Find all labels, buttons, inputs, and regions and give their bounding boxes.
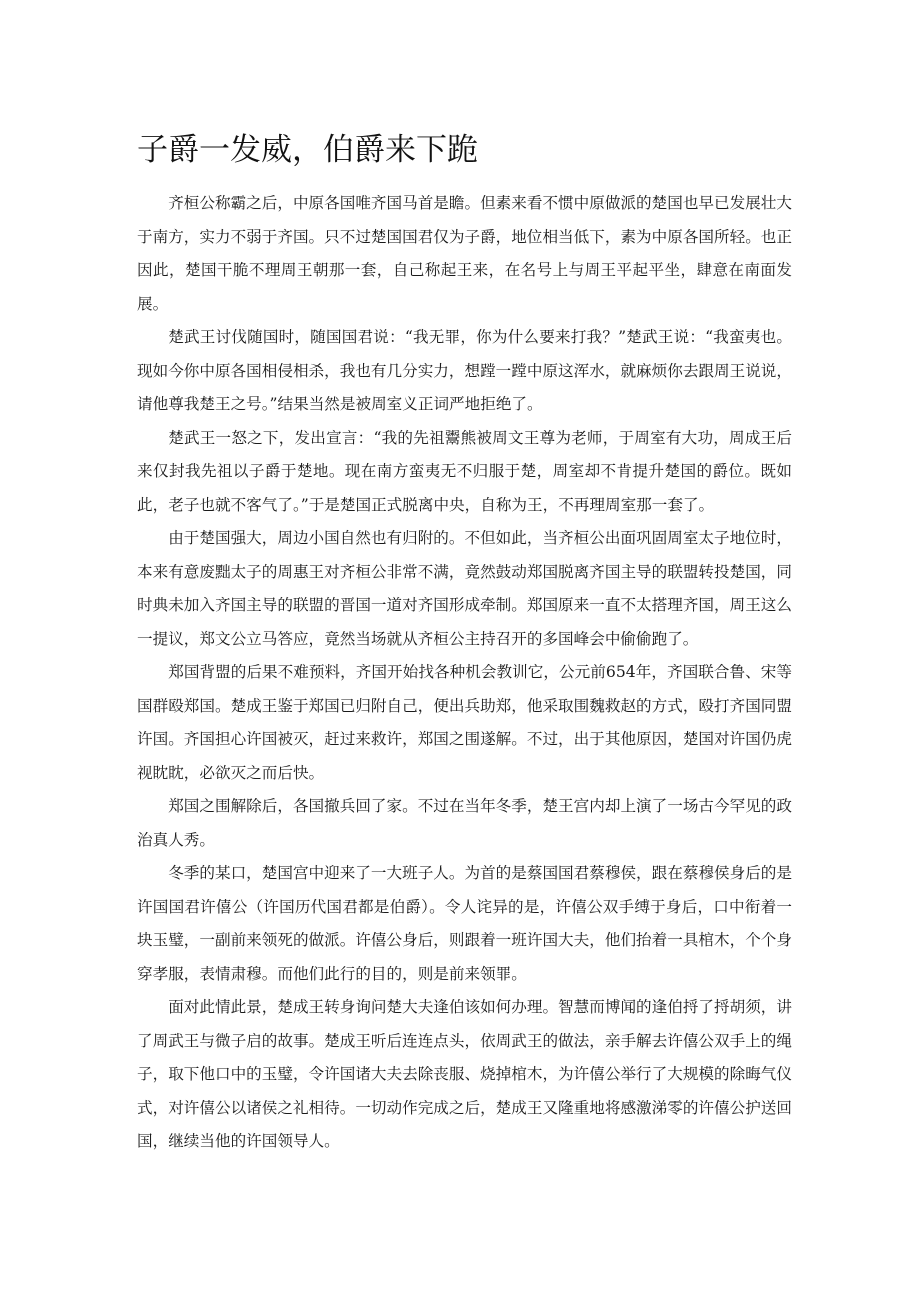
- paragraph: 由于楚国强大，周边小国自然也有归附的。不但如此，当齐桓公出面巩固周室太子地位时，本来有意废黜太子的周惠王对齐桓公非常不满，竟然鼓动郑国脱离齐国主导的联盟转投楚国，同时典未加入齐国主导的联盟的晋国一道对齐国形成牵制。郑国原来一直不太搭理齐国，周王这么一提议，郑文公立马答应，竟然当场就从齐桓公主持召开的多国峰会中偷偷跑了。: [137, 529, 792, 648]
- article-body: [137, 187, 792, 1159]
- article-title: 子爵一发威，伯爵来下跪: [137, 132, 478, 168]
- paragraph: 楚武王一怒之下，发出宣言：“我的先祖鬻熊被周文王尊为老师，于周室有大功，周成王后来仅封我先祖以子爵于楚地。现在南方蛮夷无不归服于楚，周室却不肯提升楚国的爵位。既如此，老子也就不客气了。”于是楚国正式脱离中央，自称为王，不再理周室那一套了。: [137, 428, 792, 514]
- paragraph: 楚武王讨伐随国时，随国国君说：“我无罪，你为什么要来打我？”楚武王说：“我蛮夷也。现如今你中原各国相侵相杀，我也有几分实力，想蹚一蹚中原这浑水，就麻烦你去跟周王说说，请他尊我楚王之号。”结果当然是被周室义正词严地拒绝了。: [137, 328, 792, 413]
- paragraph: 郑国之围解除后，各国撤兵回了家。不过在当年冬季，楚王宫内却上演了一场古今罕见的政治真人秀。: [137, 797, 792, 849]
- paragraph: 面对此情此景，楚成王转身询问楚大夫逢伯该如何办理。智慧而博闻的逢伯捋了捋胡须，讲了周武王与微子启的故事。楚成王听后连连点头，依周武王的做法，亲手解去许僖公双手上的绳子，取下他口中的玉璧，令许国诸大夫去除丧服、烧掉棺木，为许僖公举行了大规模的除晦气仪式，对许僖公以诸侯之礼相待。一切动作完成之后，楚成王又隆重地将感激涕零的许僖公护送回国，继续当他的许国领导人。: [137, 998, 792, 1150]
- paragraph: 齐桓公称霸之后，中原各国唯齐国马首是瞻。但素来看不惯中原做派的楚国也早已发展壮大于南方，实力不弱于齐国。只不过楚国国君仅为子爵，地位相当低下，素为中原各国所轻。也正因此，楚国干脆不理周王朝那一套，自己称起王来，在名号上与周王平起平坐，肆意在南面发展。: [137, 194, 792, 313]
- paragraph: 郑国背盟的后果不难预料，齐国开始找各种机会教训它，公元前654年，齐国联合鲁、宋等国群殴郑国。楚成王鉴于郑国已归附自己，便出兵助郑，他采取围魏救赵的方式，殴打齐国同盟许国。齐国担心许国被灭，赶过来救许，郑国之围遂解。不过，出于其他原因，楚国对许国仍虎视眈眈，必欲灭之而后快。: [137, 663, 792, 782]
- paragraph: 冬季的某口，楚国宫中迎来了一大班子人。为首的是蔡国国君蔡穆侯，跟在蔡穆侯身后的是许国国君许僖公（许国历代国君都是伯爵）。令人诧异的是，许僖公双手缚于身后，口中衔着一块玉璧，一副前来领死的做派。许僖公身后，则跟着一班许国大夫，他们抬着一具棺木，个个身穿孝服，表情肃穆。而他们此行的目的，则是前来领罪。: [137, 864, 792, 983]
